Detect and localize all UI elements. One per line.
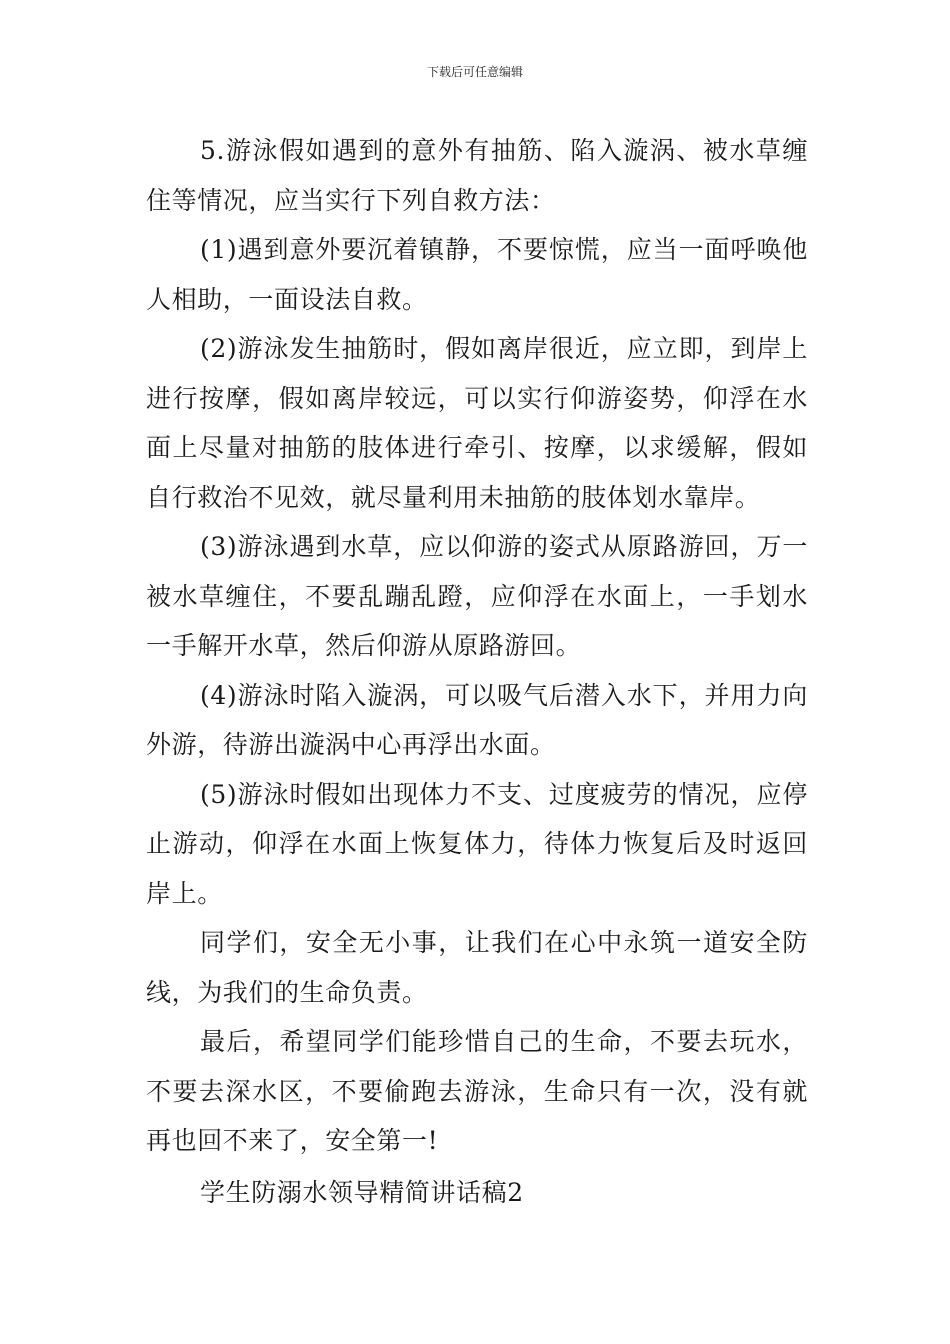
paragraph-closing: 最后，希望同学们能珍惜自己的生命，不要去玩水，不要去深水区，不要偷跑去游泳，生命只有一次，没有就再也回不来了，安全第一! — [146, 1027, 808, 1155]
document-body — [146, 126, 808, 1217]
paragraph-item-5: (5)游泳时假如出现体力不支、过度疲劳的情况，应停止游动，仰浮在水面上恢复体力，待体力恢复后及时返回岸上。 — [146, 779, 808, 908]
next-section-title: 学生防溺水领导精简讲话稿2 — [200, 1177, 524, 1207]
paragraph-item-1: (1)遇到意外要沉着镇静，不要惊慌，应当一面呼唤他人相助，一面设法自救。 — [146, 235, 808, 314]
paragraph-item-3: (3)游泳遇到水草，应以仰游的姿式从原路游回，万一被水草缠住，不要乱蹦乱蹬，应仰浮在水面上，一手划水一手解开水草，然后仰游从原路游回。 — [146, 532, 808, 660]
paragraph-self-rescue-intro: 5.游泳假如遇到的意外有抽筋、陷入漩涡、被水草缠住等情况，应当实行下列自救方法： — [146, 136, 808, 215]
paragraph-item-2: (2)游泳发生抽筋时，假如离岸很近，应立即，到岸上进行按摩，假如离岸较远，可以实行仰游姿势，仰浮在水面上尽量对抽筋的肢体进行牵引、按摩，以求缓解，假如自行救治不见效，就尽量利用未抽筋的肢体划水靠岸。 — [146, 334, 808, 512]
page-header-note: 下载后可任意编辑 — [426, 65, 523, 79]
paragraph-safety-reminder: 同学们，安全无小事，让我们在心中永筑一道安全防线，为我们的生命负责。 — [146, 928, 808, 1007]
paragraph-item-4: (4)游泳时陷入漩涡，可以吸气后潜入水下，并用力向外游，待游出漩涡中心再浮出水面。 — [146, 680, 808, 759]
